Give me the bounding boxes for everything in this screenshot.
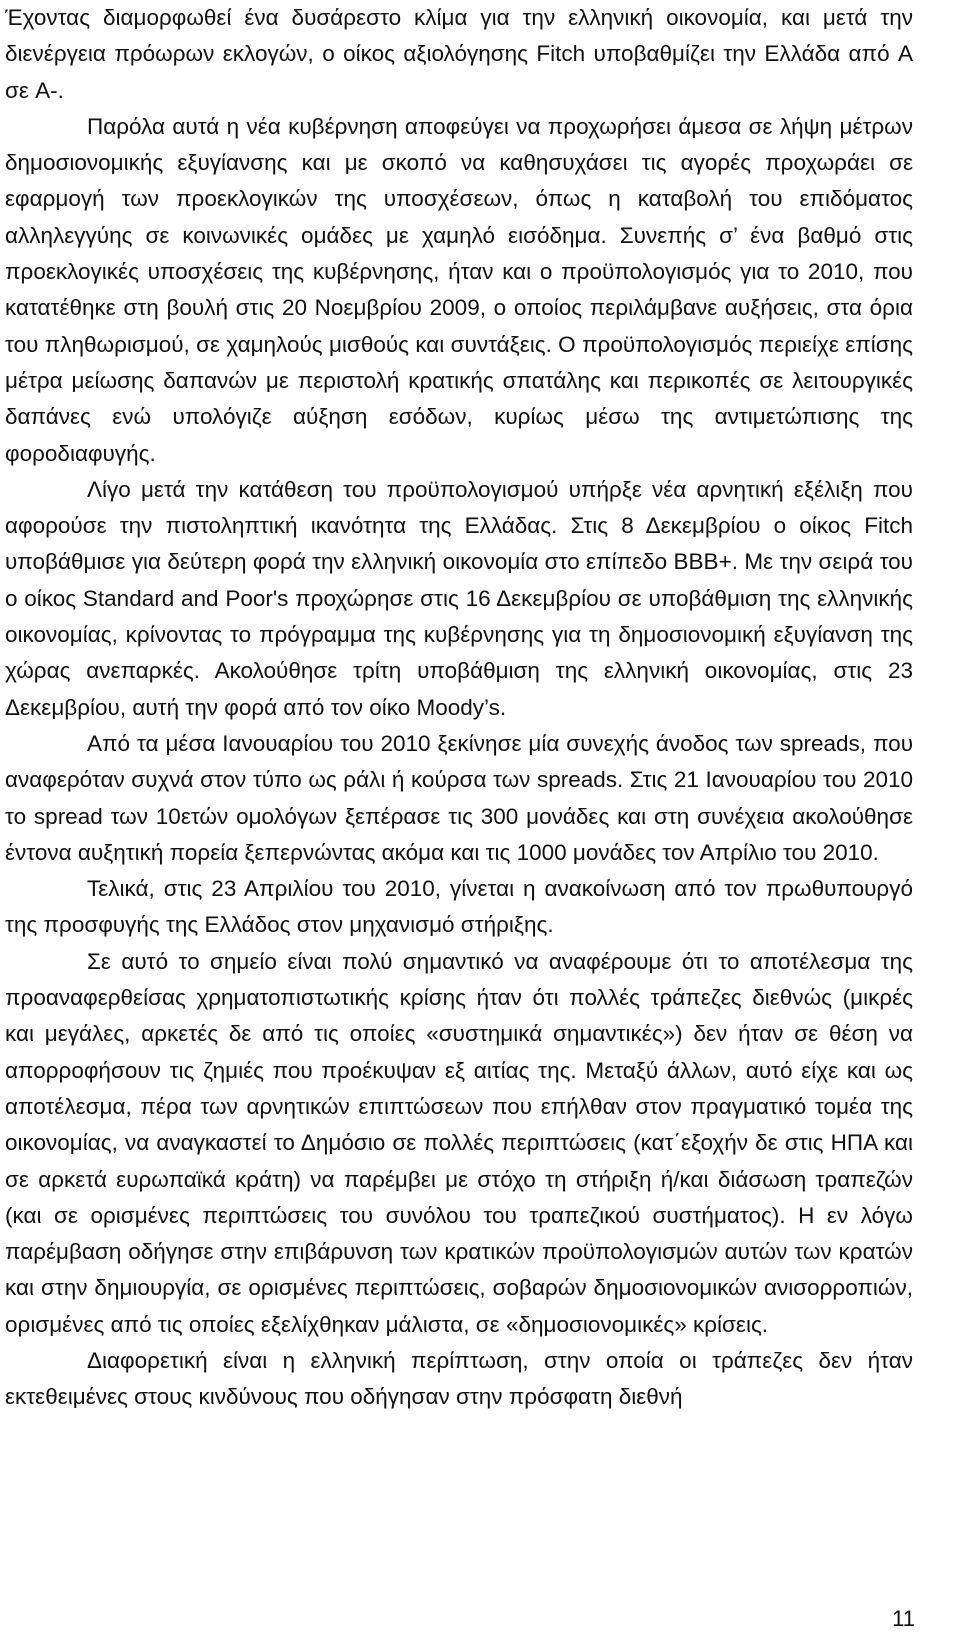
- paragraph-support-mechanism: Τελικά, στις 23 Απριλίου του 2010, γίνεται η ανακοίνωση από τον πρωθυπουργό της προσφυγής της Ελλάδος στον μηχανισμό στήριξης.: [5, 876, 913, 938]
- body-text: [5, 0, 913, 1416]
- paragraph-greek-case: Διαφορετική είναι η ελληνική περίπτωση, στην οποία οι τράπεζες δεν ήταν εκτεθειμένες στους κινδύνους που οδήγησαν στην πρόσφατη διεθνή: [5, 1347, 913, 1410]
- paragraph-new-government: Παρόλα αυτά η νέα κυβέρνηση αποφεύγει να προχωρήσει άμεσα σε λήψη μέτρων δημοσιονομικής εξυγίανσης και με σκοπό να καθησυχάσει τις αγορές προχωράει σε εφαρμογή των προεκλογικών της υποσχέσεων, όπως η καταβολή του επιδόματος αλληλεγγύης σε κοινωνικές ομάδες με χαμηλό εισόδημα. Συνεπής σ’ ένα βαθμό στις προεκλογικές υποσχέσεις της κυβέρνησης, ήταν και ο προϋπολογισμός για το 2010, που κατατέθηκε στη βουλή στις 20 Νοεμβρίου 2009, ο οποίος περιλάμβανε αυξήσεις, στα όρια του πληθωρισμού, σε χαμηλούς μισθούς και συντάξεις. Ο προϋπολογισμός περιείχε επίσης μέτρα μείωσης δαπανών με περιστολή κρατικής σπατάλης και περικοπές σε λειτουργικές δαπάνες ενώ υπολόγιζε αύξηση εσόδων, κυρίως μέσω της αντιμετώπισης της φοροδιαφυγής.: [5, 113, 913, 466]
- paragraph-spreads: Από τα μέσα Ιανουαρίου του 2010 ξεκίνησε μία συνεχής άνοδος των spreads, που αναφερόταν συχνά στον τύπο ως ράλι ή κούρσα των spreads. Στις 21 Ιανουαρίου του 2010 το spread των 10ετών ομολόγων ξεπέρασε τις 300 μονάδες και στη συνέχεια ακολούθησε έντονα αυξητική πορεία ξεπερνώντας ακόμα και τις 1000 μονάδες τον Απρίλιο του 2010.: [5, 730, 913, 865]
- page-number: 11: [892, 1606, 915, 1631]
- paragraph-banking-crisis: Σε αυτό το σημείο είναι πολύ σημαντικό να αναφέρουμε ότι το αποτέλεσμα της προαναφερθείσας χρηματοπιστωτικής κρίσης ήταν ότι πολλές τράπεζες διεθνώς (μικρές και μεγάλες, αρκετές δε από τις οποίες «συστημικά σημαντικές») δεν ήταν σε θέση να απορροφήσουν τις ζημιές που προέκυψαν εξ αιτίας της. Μεταξύ άλλων, αυτό είχε και ως αποτέλεσμα, πέρα των αρνητικών επιπτώσεων που επήλθαν στον πραγματικό τομέα της οικονομίας, να αναγκαστεί το Δημόσιο σε πολλές περιπτώσεις (κατ΄εξοχήν δε στις ΗΠΑ και σε αρκετά ευρωπαϊκά κράτη) να παρέμβει με στόχο τη στήριξη ή/και διάσωση τραπεζών (και σε ορισμένες περιπτώσεις του συνόλου του τραπεζικού συστήματος). Η εν λόγω παρέμβαση οδήγησε στην επιβάρυνση των κρατικών προϋπολογισμών αυτών των κρατών και στην δημιουργία, σε ορισμένες περιπτώσεις, σοβαρών δημοσιονομικών ανισορροπιών, ορισμένες από τις οποίες εξελίχθηκαν μάλιστα, σε «δημοσιονομικές» κρίσεις.: [5, 948, 913, 1337]
- paragraph-fitch-downgrade: Έχοντας διαμορφωθεί ένα δυσάρεστο κλίμα για την ελληνική οικονομία, και μετά την διενέργεια πρόωρων εκλογών, ο οίκος αξιολόγησης Fitch υποβαθμίζει την Ελλάδα από A σε A-.: [5, 5, 913, 103]
- paragraph-rating-downgrades: Λίγο μετά την κατάθεση του προϋπολογισμού υπήρξε νέα αρνητική εξέλιξη που αφορούσε την πιστοληπτική ικανότητα της Ελλάδας. Στις 8 Δεκεμβρίου ο οίκος Fitch υποβάθμισε για δεύτερη φορά την ελληνική οικονομία στο επίπεδο BBB+. Με την σειρά του ο οίκος Standard and Poor's προχώρησε στις 16 Δεκεμβρίου σε υποβάθμιση της ελληνικής οικονομίας, κρίνοντας το πρόγραμμα της κυβέρνησης για τη δημοσιονομική εξυγίανση της χώρας ανεπαρκές. Ακολούθησε τρίτη υποβάθμιση της ελληνική οικονομίας, στις 23 Δεκεμβρίου, αυτή την φορά από τον οίκο Moody’s.: [5, 476, 913, 720]
